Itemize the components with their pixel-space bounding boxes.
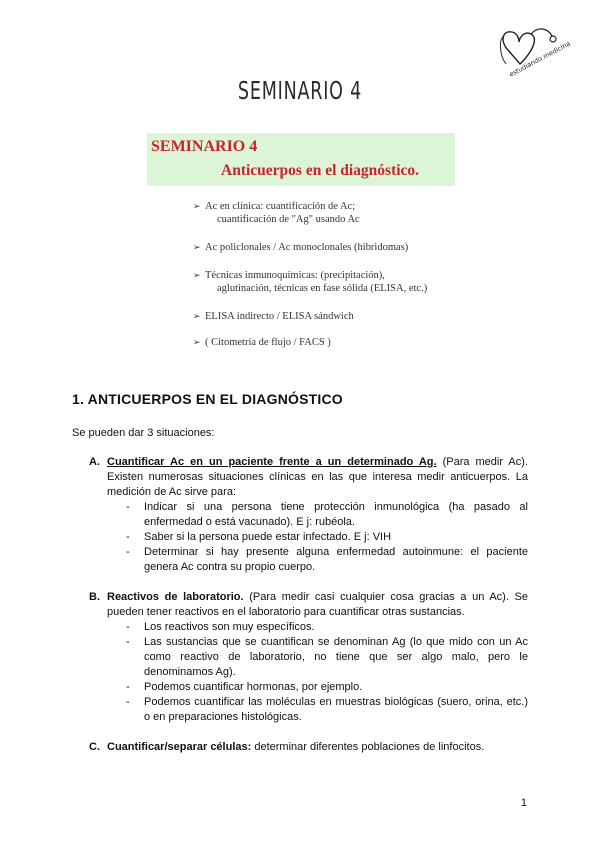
slide-item: ➢ Técnicas inmunoquímicas: (precipitación), aglutinación, técnicas en fase sólida (ELISA, etc.) — [193, 270, 428, 294]
slide-item: ➢ ( Citometría de flujo / FACS ) — [193, 337, 331, 348]
arrow-bullet-icon: ➢ — [193, 337, 201, 347]
item-letter: B. — [89, 591, 100, 603]
list-item: - Los reactivos son muy específicos. — [144, 620, 528, 635]
item-a-paragraph: Cuantificar Ac en un paciente frente a un determinado Ag. (Para medir Ac). Existen numerosas situaciones clínicas en las que interesa medir anticuerpos. La medición de Ac sirve para: — [107, 456, 528, 498]
list-item: - Podemos cuantificar hormonas, por ejemplo. — [144, 680, 528, 695]
item-b-bullets — [144, 620, 528, 725]
item-a — [89, 455, 528, 575]
handwritten-title: SEMINARIO 4 — [237, 76, 363, 105]
page-number: 1 — [520, 797, 527, 809]
intro-text: Se pueden dar 3 situaciones: — [72, 427, 215, 439]
slide-item: ➢ ELISA indirecto / ELISA sándwich — [193, 311, 354, 322]
list-item: - Saber si la persona puede estar infectado. E j: VIH — [144, 530, 528, 545]
item-c — [89, 740, 528, 755]
arrow-bullet-icon: ➢ — [193, 311, 201, 321]
slide-item: ➢ Ac en clínica: cuantificación de Ac; cuantificación de "Ag" usando Ac — [193, 201, 360, 225]
item-letter: A. — [89, 456, 100, 468]
arrow-bullet-icon: ➢ — [193, 270, 201, 280]
list-item: - Las sustancias que se cuantifican se denominan Ag (lo que mido con un Ac como reactivo de laboratorio, no tiene que ser algo malo, pero le denominamos Ag). — [144, 635, 528, 680]
list-item: - Podemos cuantificar las moléculas en muestras biológicas (suero, orina, etc.) o en preparaciones histológicas. — [144, 695, 528, 725]
item-letter: C. — [89, 741, 100, 753]
item-a-bullets — [144, 500, 528, 575]
stethoscope-heart-logo — [494, 20, 572, 82]
logo-text: estudiando medicina — [507, 39, 572, 79]
arrow-bullet-icon: ➢ — [193, 201, 201, 211]
slide-subtitle: Anticuerpos en el diagnóstico. — [221, 162, 420, 179]
slide-item: ➢ Ac policlonales / Ac monoclonales (hibridomas) — [193, 242, 409, 253]
item-b-paragraph: Reactivos de laboratorio. (Para medir casi cualquier cosa gracias a un Ac). Se pueden tener reactivos en el laboratorio para cuantificar otras sustancias. — [107, 591, 528, 618]
list-item: - Indicar si una persona tiene protección inmunológica (ha pasado al enfermedad o está vacunado). E j: rubéola. — [144, 500, 528, 530]
slide-title-box — [147, 133, 455, 186]
item-b — [89, 590, 528, 725]
section-heading: 1. ANTICUERPOS EN EL DIAGNÓSTICO — [72, 391, 343, 407]
arrow-bullet-icon: ➢ — [193, 242, 201, 252]
list-item: - Determinar si hay presente alguna enfermedad autoinmune: el paciente genera Ac contra su propio cuerpo. — [144, 545, 528, 575]
item-c-paragraph: Cuantificar/separar células: determinar diferentes poblaciones de linfocitos. — [107, 741, 485, 753]
slide-title: SEMINARIO 4 — [151, 138, 258, 155]
